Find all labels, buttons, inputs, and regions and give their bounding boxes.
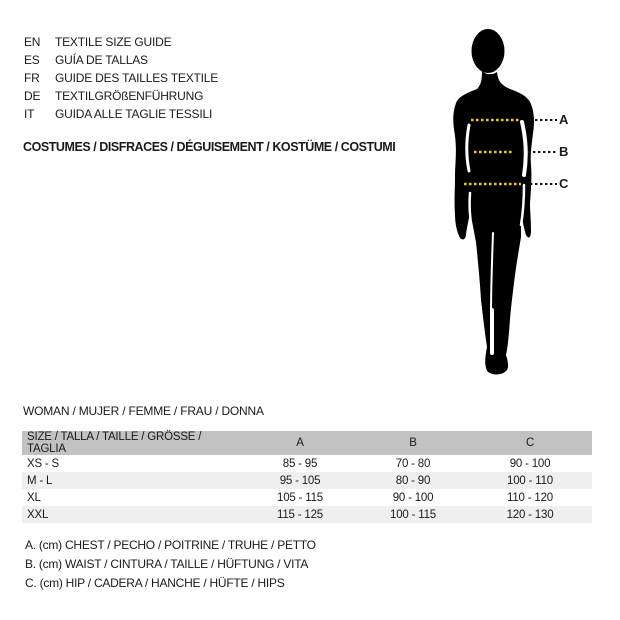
language-text: GUIDA ALLE TAGLIE TESSILI bbox=[55, 107, 213, 121]
language-list bbox=[24, 33, 218, 123]
size-figure bbox=[440, 25, 620, 390]
measure-label-a: A bbox=[559, 112, 569, 127]
table-header-row bbox=[22, 431, 592, 455]
language-code: DE bbox=[24, 89, 41, 103]
language-code: FR bbox=[24, 71, 40, 85]
hip-cell: 90 - 100 bbox=[509, 457, 551, 470]
legend-text: CHEST / PECHO / POITRINE / TRUHE / PETTO bbox=[65, 538, 316, 552]
language-row-en bbox=[24, 33, 218, 51]
legend-row-chest bbox=[25, 536, 316, 555]
legend-key: A. (cm) bbox=[25, 538, 62, 552]
hip-cell: 100 - 110 bbox=[507, 474, 553, 487]
woman-silhouette bbox=[440, 25, 620, 390]
column-header-b: B bbox=[409, 437, 417, 449]
chest-cell: 105 - 115 bbox=[277, 491, 323, 504]
category-title: COSTUMES / DISFRACES / DÉGUISEMENT / KOSTÜME / COSTUMI bbox=[23, 140, 396, 154]
language-row-de bbox=[24, 87, 218, 105]
language-row-it bbox=[24, 105, 218, 123]
language-code: IT bbox=[24, 107, 35, 121]
language-row-fr bbox=[24, 69, 218, 87]
language-row-es bbox=[24, 51, 218, 69]
waist-cell: 100 - 115 bbox=[390, 508, 436, 521]
measure-label-b: B bbox=[559, 144, 569, 159]
legend-key: C. (cm) bbox=[25, 576, 63, 590]
table-title: WOMAN / MUJER / FEMME / FRAU / DONNA bbox=[23, 404, 264, 418]
language-code: ES bbox=[24, 53, 40, 67]
waist-cell: 90 - 100 bbox=[392, 491, 434, 504]
waist-cell: 70 - 80 bbox=[395, 457, 431, 470]
column-header-size: SIZE / TALLA / TAILLE / GRÖSSE / TAGLIA bbox=[27, 431, 202, 455]
hip-cell: 120 - 130 bbox=[506, 508, 554, 521]
language-text: TEXTILGRÖßENFÜHRUNG bbox=[55, 89, 204, 103]
chest-cell: 85 - 95 bbox=[282, 457, 318, 470]
size-cell: XXL bbox=[27, 508, 49, 521]
size-cell: XS - S bbox=[27, 457, 60, 470]
size-table bbox=[22, 431, 592, 523]
legend-key: B. (cm) bbox=[25, 557, 62, 571]
column-header-a: A bbox=[296, 437, 304, 449]
legend-row-waist bbox=[25, 555, 316, 574]
size-cell: M - L bbox=[27, 474, 53, 487]
waist-cell: 80 - 90 bbox=[395, 474, 431, 487]
table-row bbox=[22, 489, 592, 506]
language-text: GUIDE DES TAILLES TEXTILE bbox=[55, 71, 219, 85]
column-header-c: C bbox=[525, 437, 535, 449]
table-row bbox=[22, 506, 592, 523]
language-code: EN bbox=[24, 35, 41, 49]
legend-row-hip bbox=[25, 574, 316, 593]
measure-label-c: C bbox=[559, 176, 569, 191]
language-text: TEXTILE SIZE GUIDE bbox=[55, 35, 172, 49]
legend-text: HIP / CADERA / HANCHE / HÜFTE / HIPS bbox=[65, 576, 285, 590]
chest-cell: 115 - 125 bbox=[277, 508, 323, 521]
table-row bbox=[22, 472, 592, 489]
measurement-legend bbox=[25, 536, 316, 593]
size-cell: XL bbox=[27, 491, 41, 504]
hip-cell: 110 - 120 bbox=[507, 491, 553, 504]
legend-text: WAIST / CINTURA / TAILLE / HÜFTUNG / VITA bbox=[65, 557, 309, 571]
language-text: GUÍA DE TALLAS bbox=[55, 53, 148, 67]
table-row bbox=[22, 455, 592, 472]
chest-cell: 95 - 105 bbox=[279, 474, 321, 487]
